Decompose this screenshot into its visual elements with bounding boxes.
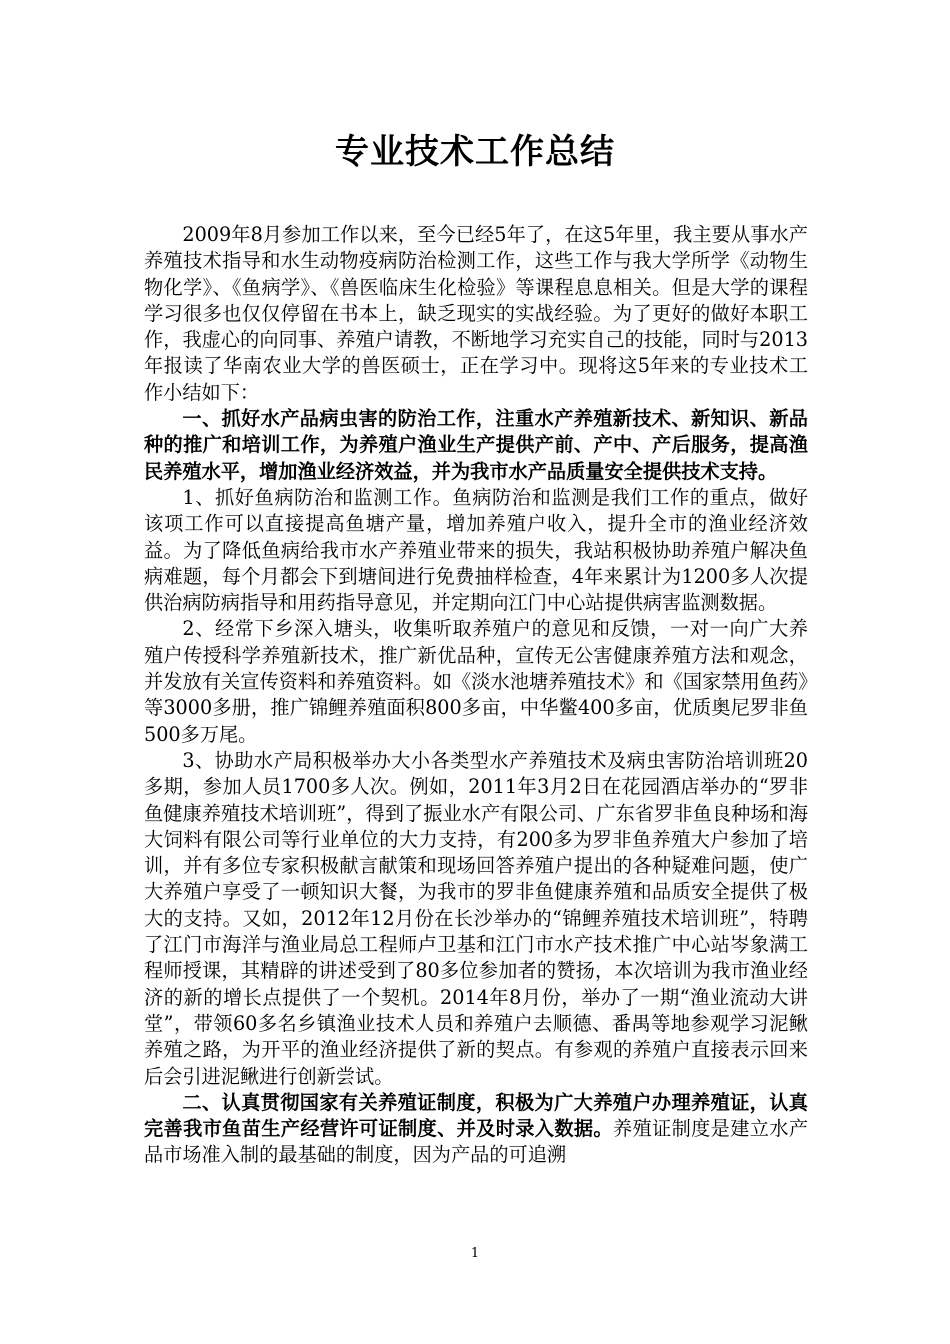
section-2-heading: 二、认真贯彻国家有关养殖证制度，积极为广大养殖户办理养殖证，认真完善我市鱼苗生产经营许可证制度、并及时录入数据。 bbox=[144, 1090, 808, 1141]
intro-paragraph: 2009年8月参加工作以来，至今已经5年了，在这5年里，我主要从事水产养殖技术指导和水生动物疫病防治检测工作，这些工作与我大学所学《动物生物化学》、《鱼病学》、《兽医临床生化检验》等课程息息相关。但是大学的课程学习很多也仅仅停留在书本上，缺乏现实的实战经验。为了更好的做好本职工作，我虚心的向同事、养殖户请教，不断地学习充实自己的技能，同时与2013年报读了华南农业大学的兽医硕士，正在学习中。现将这5年来的专业技术工作小结如下： bbox=[144, 223, 808, 404]
section-1-heading: 一、抓好水产品病虫害的防治工作，注重水产养殖新技术、新知识、新品种的推广和培训工作，为养殖户渔业生产提供产前、产中、产后服务，提高渔民养殖水平，增加渔业经济效益，并为我市水产品质量安全提供技术支持。 bbox=[144, 407, 808, 483]
page-number: 1 bbox=[470, 1246, 480, 1261]
document-title: 专业技术工作总结 bbox=[335, 132, 615, 172]
item-3-paragraph: 3、协助水产局积极举办大小各类型水产养殖技术及病虫害防治培训班20多期，参加人员1700多人次。例如，2011年3月2日在花园酒店举办的“罗非鱼健康养殖技术培训班”，得到了振业水产有限公司、广东省罗非鱼良种场和海大饲料有限公司等行业单位的大力支持，有200多为罗非鱼养殖大户参加了培训，并有多位专家积极献言献策和现场回答养殖户提出的各种疑难问题，使广大养殖户享受了一顿知识大餐，为我市的罗非鱼健康养殖和品质安全提供了极大的支持。又如，2012年12月份在长沙举办的“锦鲤养殖技术培训班”，特聘了江门市海洋与渔业局总工程师卢卫基和江门市水产技术推广中心站岑象满工程师授课，其精辟的讲述受到了80多位参加者的赞扬，本次培训为我市渔业经济的新的增长点提供了一个契机。2014年8月份，举办了一期“渔业流动大讲堂”，带领60多名乡镇渔业技术人员和养殖户去顺德、番禺等地参观学习泥鳅养殖之路，为开平的渔业经济提供了新的契点。有参观的养殖户直接表示回来后会引进泥鳅进行创新尝试。 bbox=[144, 748, 808, 1088]
item-1-paragraph: 1、抓好鱼病防治和监测工作。鱼病防治和监测是我们工作的重点，做好该项工作可以直接提高鱼塘产量，增加养殖户收入，提升全市的渔业经济效益。为了降低鱼病给我市水产养殖业带来的损失，我站积极协助养殖户解决鱼病难题，每个月都会下到塘间进行免费抽样检查，4年来累计为1200多人次提供治病防病指导和用药指导意见，并定期向江门中心站提供病害监测数据。 bbox=[144, 485, 808, 615]
document-body bbox=[144, 222, 808, 1169]
section-2-body: 养殖证制度是建立水产品市场准入制的最基础的制度，因为产品的可追溯 bbox=[144, 1117, 809, 1167]
section-2-paragraph bbox=[144, 1090, 808, 1169]
item-2-paragraph: 2、经常下乡深入塘头，收集听取养殖户的意见和反馈，一对一向广大养殖户传授科学养殖新技术，推广新优品种，宣传无公害健康养殖方法和观念，并发放有关宣传资料和养殖资料。如《淡水池塘养殖技术》和《国家禁用鱼药》等3000多册，推广锦鲤养殖面积800多亩，中华鳖400多亩，优质奥尼罗非鱼500多万尾。 bbox=[144, 617, 808, 746]
